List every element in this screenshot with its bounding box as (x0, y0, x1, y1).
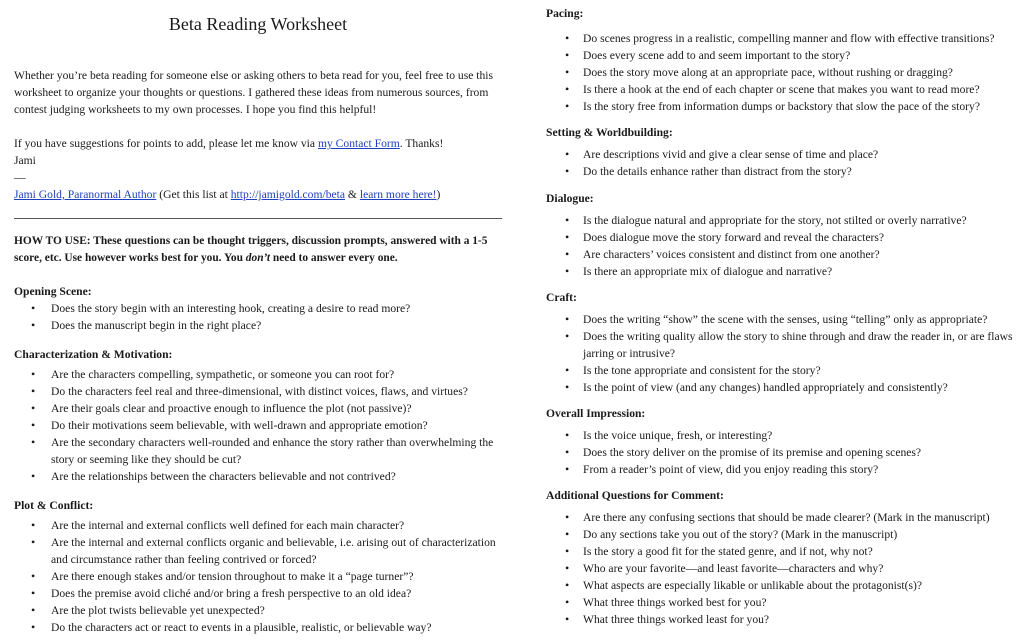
section-heading: Plot & Conflict: (14, 499, 94, 512)
list-item: • Do any sections take you out of the story? (Mark in the manuscript) (546, 526, 1016, 543)
list-item: • Are descriptions vivid and give a clear sense of time and place? (546, 146, 1016, 163)
divider-line (14, 218, 502, 219)
section-heading: Craft: (546, 291, 577, 304)
section-heading: Setting & Worldbuilding: (546, 126, 673, 139)
author-mid-text: (Get this list at (156, 188, 231, 201)
list-item: • Do scenes progress in a realistic, compelling manner and flow with effective transitions? (546, 30, 1016, 47)
list-item: • Does dialogue move the story forward and reveal the characters? (546, 229, 1016, 246)
list-item: • Are the plot twists believable yet unexpected? (14, 602, 502, 619)
list-item: • Are the characters compelling, sympathetic, or someone you can root for? (14, 366, 502, 383)
list-item: • What aspects are especially likable or unlikable about the protagonist(s)? (546, 577, 1016, 594)
section-overall-impression (546, 405, 1016, 478)
section-craft (546, 289, 1016, 396)
section-dialogue (546, 190, 1016, 280)
list-item: • Does the writing “show” the scene with the senses, using “telling” only as appropriate? (546, 311, 1016, 328)
author-line (14, 186, 502, 203)
list-item: • Is the story a good fit for the stated genre, and if not, why not? (546, 543, 1016, 560)
question-list (546, 311, 1016, 396)
list-item: • Is the tone appropriate and consistent for the story? (546, 362, 1016, 379)
list-item: • Is there an appropriate mix of dialogue and narrative? (546, 263, 1016, 280)
list-url-link[interactable]: http://jamigold.com/beta (230, 188, 346, 201)
list-item: • Does the manuscript begin in the right place? (14, 317, 502, 334)
suggestion-text-post: . Thanks! (399, 137, 444, 150)
author-amp-text: & (345, 188, 360, 201)
section-additional-questions (546, 487, 1016, 628)
left-column (14, 0, 502, 636)
question-list (14, 366, 502, 485)
list-item: • Is the voice unique, fresh, or interesting? (546, 427, 1016, 444)
question-list (14, 517, 502, 636)
list-item: • Does every scene add to and seem important to the story? (546, 47, 1016, 64)
section-heading: Characterization & Motivation: (14, 348, 173, 361)
list-item: • Does the story begin with an interesting hook, creating a desire to read more? (14, 300, 502, 317)
list-item: • Does the story deliver on the promise of its premise and opening scenes? (546, 444, 1016, 461)
section-heading: Pacing: (546, 7, 584, 20)
section-opening-scene (14, 283, 502, 334)
list-item: • From a reader’s point of view, did you enjoy reading this story? (546, 461, 1016, 478)
signature: Jami (14, 154, 36, 167)
page-title: Beta Reading Worksheet (168, 14, 348, 34)
right-column (546, 0, 1016, 628)
section-plot-conflict (14, 497, 502, 636)
section-heading: Opening Scene: (14, 285, 92, 298)
contact-form-link[interactable]: my Contact Form (317, 137, 400, 150)
question-list (546, 427, 1016, 478)
author-link[interactable]: Jami Gold, Paranormal Author (14, 188, 157, 201)
section-pacing (546, 5, 1016, 115)
list-item: • Are their goals clear and proactive enough to influence the plot (not passive)? (14, 400, 502, 417)
list-item: • What three things worked best for you? (546, 594, 1016, 611)
list-item: • Are the internal and external conflicts well defined for each main character? (14, 517, 502, 534)
list-item: • Are there any confusing sections that should be made clearer? (Mark in the manuscript) (546, 509, 1016, 526)
list-item: • Are there enough stakes and/or tension throughout to make it a “page turner”? (14, 568, 502, 585)
question-list (546, 30, 1016, 115)
list-item: • Do the characters act or react to events in a plausible, realistic, or believable way? (14, 619, 502, 636)
how-to-use-emphasis: don’t (245, 252, 271, 264)
author-end-text: ) (436, 188, 441, 201)
list-item: • Do the details enhance rather than distract from the story? (546, 163, 1016, 180)
suggestion-text-pre: If you have suggestions for points to add, please let me know via (14, 137, 318, 150)
list-item: • Do the characters feel real and three-dimensional, with distinct voices, flaws, and virtues? (14, 383, 502, 400)
list-item: • Are characters’ voices consistent and distinct from one another? (546, 246, 1016, 263)
list-item: • Are the relationships between the characters believable and not contrived? (14, 468, 502, 485)
how-to-use (14, 233, 502, 267)
list-item: • Are the internal and external conflicts organic and believable, i.e. arising out of characterization and circumstance rather than feeling contrived or forced? (14, 534, 502, 568)
list-item: • Does the writing quality allow the story to shine through and draw the reader in, or are flaws jarring or intrusive? (546, 328, 1016, 362)
list-item: • Are the secondary characters well-rounded and enhance the story rather than overwhelming the story or seeming like they should be cut? (14, 434, 502, 468)
section-heading: Dialogue: (546, 192, 594, 205)
list-item: • Do their motivations seem believable, with well-drawn and appropriate emotion? (14, 417, 502, 434)
list-item: • What three things worked least for you? (546, 611, 1016, 628)
list-item: • Is the point of view (and any changes) handled appropriately and consistently? (546, 379, 1016, 396)
learn-more-link[interactable]: learn more here! (359, 188, 437, 201)
section-heading: Additional Questions for Comment: (546, 489, 724, 502)
question-list (546, 509, 1016, 628)
intro-paragraph: Whether you’re beta reading for someone else or asking others to beta read for you, feel free to use this worksheet to organize your thoughts or questions. I gathered these ideas from numerous sources, from contest judging worksheets to my own processes. I hope you find this helpful! (14, 69, 494, 116)
section-setting (546, 124, 1016, 180)
list-item: • Does the story move along at an appropriate pace, without rushing or dragging? (546, 64, 1016, 81)
question-list (546, 212, 1016, 280)
suggestion-line (14, 135, 502, 152)
list-item: • Is the dialogue natural and appropriate for the story, not stilted or overly narrative? (546, 212, 1016, 229)
signature-dash: — (14, 171, 26, 184)
list-item: • Is there a hook at the end of each chapter or scene that makes you want to read more? (546, 81, 1016, 98)
section-heading: Overall Impression: (546, 407, 646, 420)
list-item: • Who are your favorite—and least favorite—characters and why? (546, 560, 1016, 577)
list-item: • Is the story free from information dumps or backstory that slow the pace of the story? (546, 98, 1016, 115)
how-to-use-pre: HOW TO USE: These questions can be thought triggers, discussion prompts, answered with a 1-5 score, etc. Use however works best for you. You (14, 235, 488, 264)
how-to-use-post: need to answer every one. (270, 252, 398, 264)
list-item: • Does the premise avoid cliché and/or bring a fresh perspective to an old idea? (14, 585, 502, 602)
question-list (546, 146, 1016, 180)
section-characterization (14, 346, 502, 485)
question-list (14, 300, 502, 334)
